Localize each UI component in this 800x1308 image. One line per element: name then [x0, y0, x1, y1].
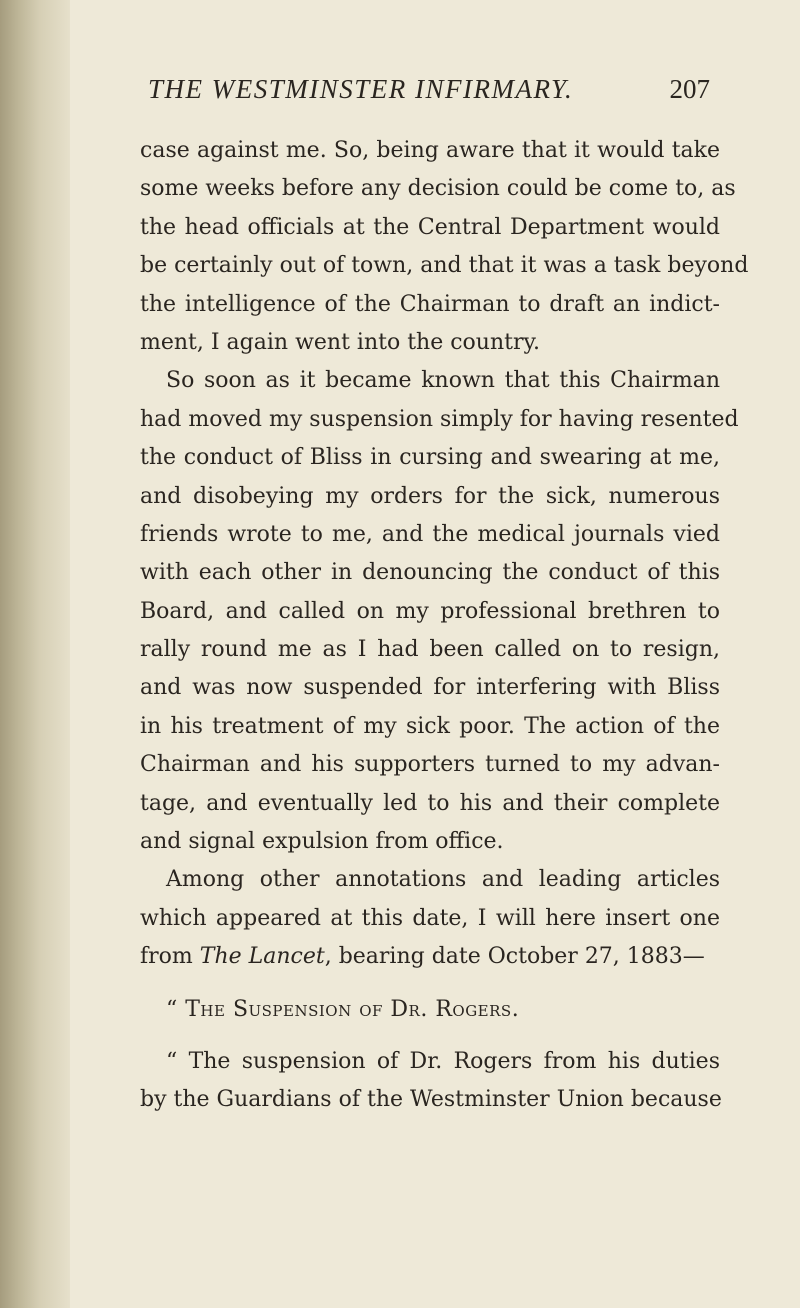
- lancet-after: , bearing date October 27, 1883—: [324, 944, 705, 970]
- text-line-lancet: [140, 938, 720, 976]
- text-line: and disobeying my orders for the sick, numerous: [140, 483, 720, 509]
- text-line: ment, I again went into the country.: [140, 329, 540, 355]
- quote-line: “ The suspension of Dr. Rogers from his duties: [166, 1048, 720, 1074]
- lancet-title: The Lancet: [199, 944, 325, 970]
- text-line: So soon as it became known that this Chairman: [166, 368, 720, 394]
- text-line: and was now suspended for interfering with Bliss: [140, 675, 720, 701]
- text-line: the conduct of Bliss in cursing and swearing at me,: [140, 445, 720, 471]
- body-text: [140, 132, 749, 1120]
- page-binding-shadow: [0, 0, 70, 1308]
- text-line: case against me. So, being aware that it would take: [140, 138, 720, 163]
- text-line: and signal expulsion from office.: [140, 829, 504, 855]
- text-line: the intelligence of the Chairman to draft an indict-: [140, 291, 720, 317]
- text-line: in his treatment of my sick poor. The action of the: [140, 713, 720, 739]
- text-line: be certainly out of town, and that it was a task beyond: [140, 253, 749, 279]
- spacer: [140, 1029, 720, 1043]
- text-line: some weeks before any decision could be come to, as: [140, 176, 736, 202]
- text-line: Chairman and his supporters turned to my advan-: [140, 752, 720, 778]
- page-number: 207: [669, 74, 710, 104]
- spacer: [140, 977, 720, 991]
- text-line: friends wrote to me, and the medical journals vied: [140, 521, 720, 547]
- quote-line: by the Guardians of the Westminster Union because: [140, 1087, 722, 1113]
- running-head: [130, 74, 710, 108]
- text-line: the head officials at the Central Department would: [140, 214, 720, 240]
- section-heading: “ The Suspension of Dr. Rogers.: [166, 996, 520, 1022]
- lancet-before: from: [140, 944, 200, 970]
- text-line: Among other annotations and leading articles: [166, 867, 720, 893]
- text-line: rally round me as I had been called on to resign,: [140, 637, 720, 663]
- text-line: had moved my suspension simply for having resented: [140, 406, 739, 432]
- text-line: tage, and eventually led to his and their complete: [140, 790, 720, 816]
- text-line: which appeared at this date, I will here insert one: [140, 905, 720, 931]
- text-line: with each other in denouncing the conduct of this: [140, 560, 720, 586]
- text-line: Board, and called on my professional brethren to: [140, 598, 720, 624]
- running-title: THE WESTMINSTER INFIRMARY.: [148, 74, 574, 104]
